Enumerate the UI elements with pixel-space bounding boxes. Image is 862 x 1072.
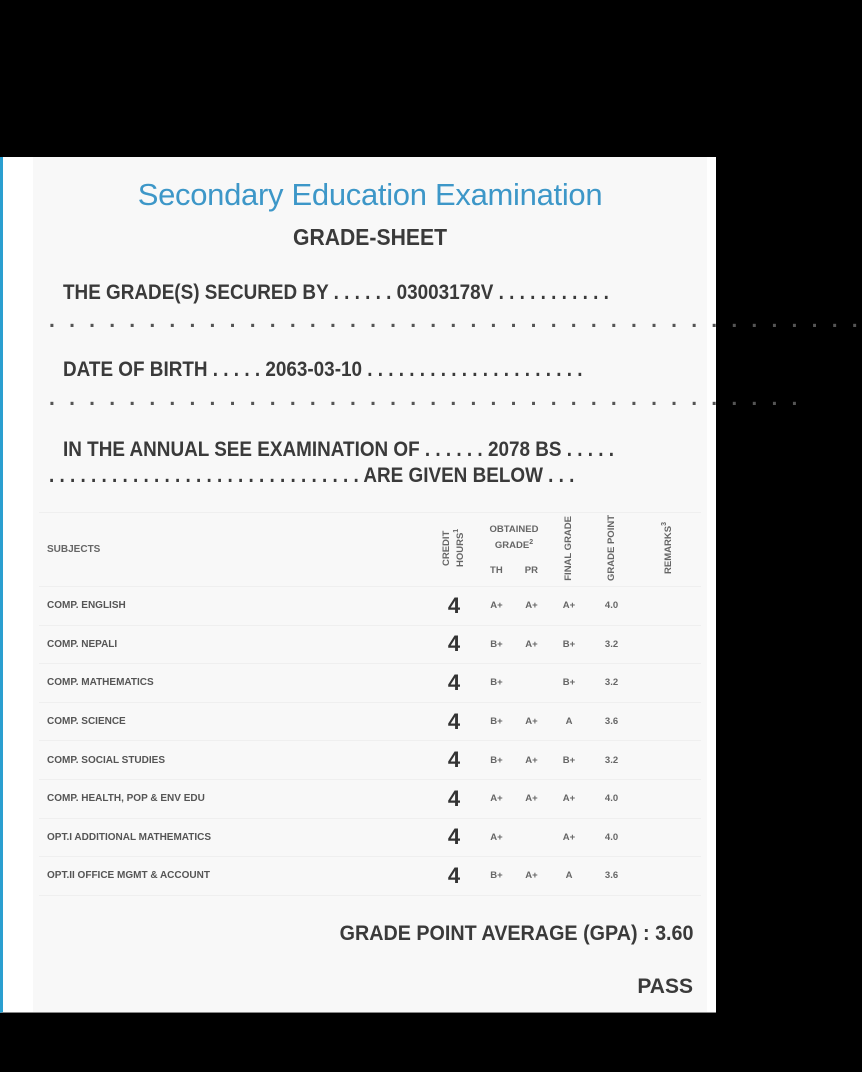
dob-line: DATE OF BIRTH . . . . . 2063-03-10 . . . . . . . . . . . . . . . . . . . . . xyxy=(63,358,583,381)
date-of-birth: 2063-03-10 xyxy=(265,358,363,381)
remarks-cell xyxy=(634,779,701,818)
given-below-line: . . . . . . . . . . . . . . . . . . . . . . . . . . . . . . ARE GIVEN BELOW . . . xyxy=(49,464,575,487)
subject-cell: COMP. HEALTH, POP & ENV EDU xyxy=(39,779,429,818)
table-row xyxy=(39,818,701,857)
remarks-cell xyxy=(634,625,701,664)
header-credit-hours: CREDIT HOURS$^1$ xyxy=(429,513,479,587)
final-grade-cell: B+ xyxy=(549,625,589,664)
th-grade-cell: B+ xyxy=(479,741,514,780)
pr-grade-cell xyxy=(514,818,549,857)
header-subjects: SUBJECTS xyxy=(39,513,429,587)
table-row xyxy=(39,779,701,818)
remarks-cell xyxy=(634,818,701,857)
final-grade-cell: A xyxy=(549,857,589,896)
header-obtained-grade: OBTAINED GRADE$^2$ TH PR xyxy=(479,513,549,587)
table-row xyxy=(39,857,701,896)
subject-cell: OPT.II OFFICE MGMT & ACCOUNT xyxy=(39,857,429,896)
th-grade-cell: B+ xyxy=(479,625,514,664)
th-grade-cell: B+ xyxy=(479,664,514,703)
dotted-line: . . . . . . . . . . . . . . . . . . . . . . . . . . . . . . . . . . . . . . . . . xyxy=(49,309,862,332)
credit-hours-cell: 4 xyxy=(429,741,479,780)
credit-hours-cell: 4 xyxy=(429,818,479,857)
header-th: TH xyxy=(490,564,503,576)
table-row xyxy=(39,741,701,780)
pr-grade-cell xyxy=(514,664,549,703)
th-grade-cell: A+ xyxy=(479,818,514,857)
remarks-cell xyxy=(634,741,701,780)
final-grade-cell: B+ xyxy=(549,741,589,780)
header-grade-point: GRADE POINT xyxy=(589,513,634,587)
subject-cell: COMP. MATHEMATICS xyxy=(39,664,429,703)
table-row xyxy=(39,587,701,626)
gpa-summary: GRADE POINT AVERAGE (GPA) : 3.60 xyxy=(339,922,693,945)
secured-by-label: THE GRADE(S) SECURED BY xyxy=(63,281,329,304)
th-grade-cell: A+ xyxy=(479,779,514,818)
th-grade-cell: A+ xyxy=(479,587,514,626)
grade-point-cell: 3.2 xyxy=(589,625,634,664)
final-grade-cell: A xyxy=(549,702,589,741)
table-row xyxy=(39,625,701,664)
grade-sheet xyxy=(33,157,862,1012)
credit-hours-cell: 4 xyxy=(429,625,479,664)
pr-grade-cell: A+ xyxy=(514,587,549,626)
grade-sheet-heading: GRADE-SHEET xyxy=(292,224,448,250)
remarks-cell xyxy=(634,664,701,703)
pr-grade-cell: A+ xyxy=(514,625,549,664)
subject-cell: COMP. SOCIAL STUDIES xyxy=(39,741,429,780)
grade-point-cell: 4.0 xyxy=(589,818,634,857)
th-grade-cell: B+ xyxy=(479,857,514,896)
grade-point-cell: 4.0 xyxy=(589,779,634,818)
grade-point-cell: 3.2 xyxy=(589,741,634,780)
final-grade-cell: A+ xyxy=(549,587,589,626)
screen xyxy=(0,157,862,1013)
exam-year: 2078 BS xyxy=(487,438,562,461)
subject-cell: COMP. ENGLISH xyxy=(39,587,429,626)
remarks-cell xyxy=(634,587,701,626)
header-final-grade: FINAL GRADE xyxy=(549,513,589,587)
grade-point-cell: 3.2 xyxy=(589,664,634,703)
grade-point-cell: 4.0 xyxy=(589,587,634,626)
final-grade-cell: A+ xyxy=(549,779,589,818)
credit-hours-cell: 4 xyxy=(429,702,479,741)
symbol-number: 03003178V xyxy=(396,281,494,304)
exam-title: Secondary Education Examination xyxy=(137,177,603,212)
final-grade-cell: A+ xyxy=(549,818,589,857)
header-remarks: REMARKS$^3$ xyxy=(634,513,701,587)
th-grade-cell: B+ xyxy=(479,702,514,741)
exam-label: IN THE ANNUAL SEE EXAMINATION OF xyxy=(63,438,420,461)
exam-line: IN THE ANNUAL SEE EXAMINATION OF . . . . . . 2078 BS . . . . . xyxy=(63,438,615,461)
given-below-text: ARE GIVEN BELOW . . . xyxy=(363,464,575,487)
pr-grade-cell: A+ xyxy=(514,857,549,896)
secured-by-line: THE GRADE(S) SECURED BY . . . . . . 03003178V . . . . . . . . . . . xyxy=(63,281,609,304)
credit-hours-cell: 4 xyxy=(429,587,479,626)
pr-grade-cell: A+ xyxy=(514,702,549,741)
subject-cell: OPT.I ADDITIONAL MATHEMATICS xyxy=(39,818,429,857)
remarks-cell xyxy=(634,702,701,741)
header-pr: PR xyxy=(524,564,538,576)
subject-cell: COMP. SCIENCE xyxy=(39,702,429,741)
dob-label: DATE OF BIRTH xyxy=(63,358,208,381)
final-grade-cell: B+ xyxy=(549,664,589,703)
table-header-row xyxy=(39,513,701,587)
pr-grade-cell: A+ xyxy=(514,779,549,818)
table-row xyxy=(39,664,701,703)
subject-cell: COMP. NEPALI xyxy=(39,625,429,664)
table-row xyxy=(39,702,701,741)
grade-point-cell: 3.6 xyxy=(589,857,634,896)
grades-table xyxy=(39,512,701,896)
dotted-line: . . . . . . . . . . . . . . . . . . . . . . . . . . . . . . . . . . . . . . xyxy=(49,387,802,410)
credit-hours-cell: 4 xyxy=(429,857,479,896)
credit-hours-cell: 4 xyxy=(429,779,479,818)
remarks-cell xyxy=(634,857,701,896)
credit-hours-cell: 4 xyxy=(429,664,479,703)
grade-point-cell: 3.6 xyxy=(589,702,634,741)
result-status: PASS xyxy=(637,975,693,998)
pr-grade-cell: A+ xyxy=(514,741,549,780)
